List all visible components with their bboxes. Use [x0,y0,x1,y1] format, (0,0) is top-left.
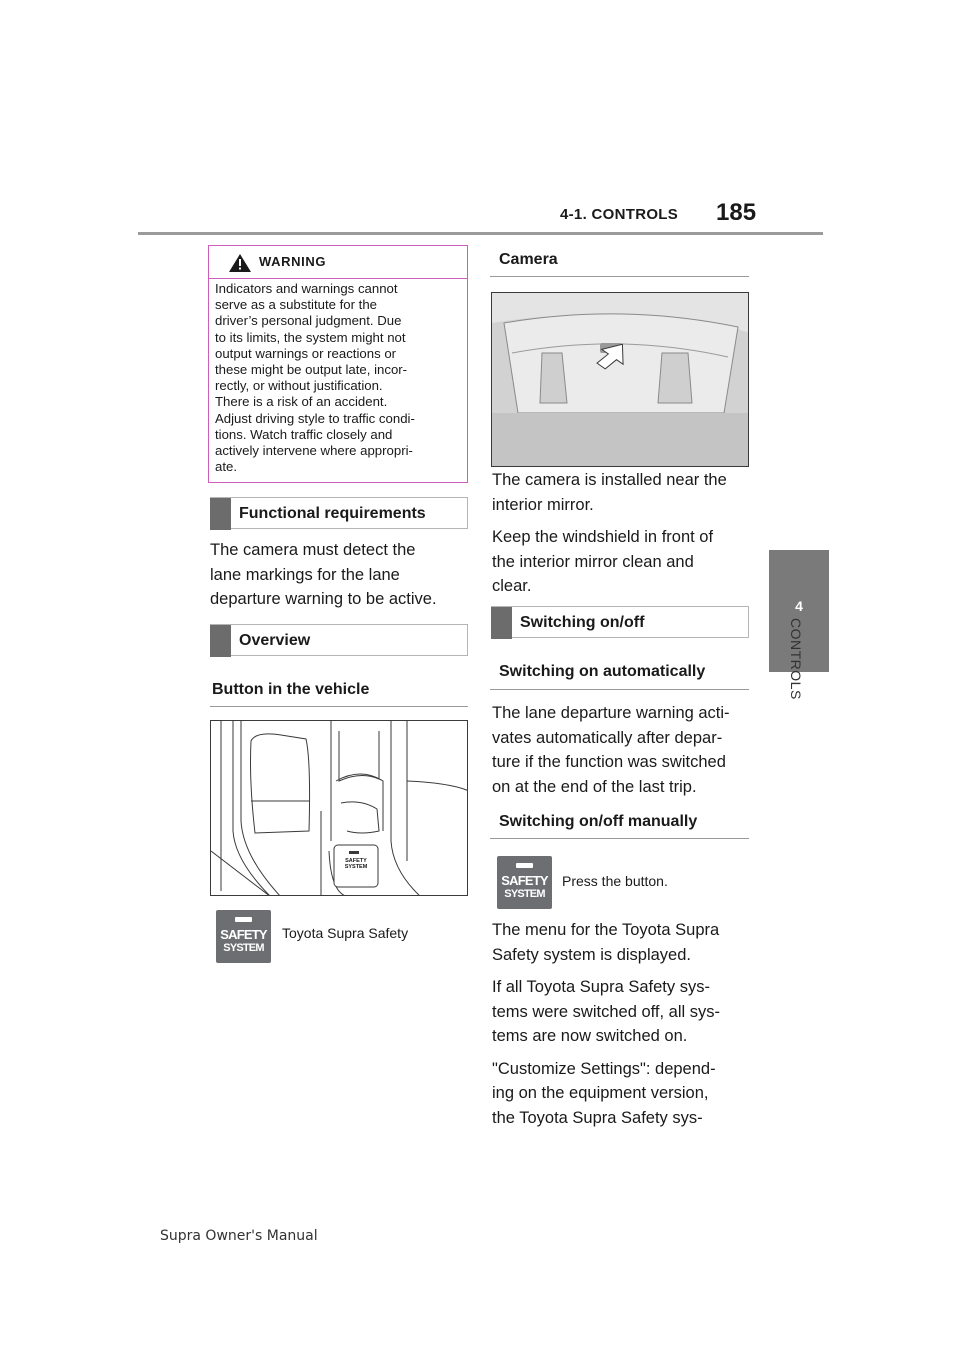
body-line: ture if the function was switched [492,753,726,771]
warning-line: rectly, or without justification. [215,378,383,394]
safety-system-button-icon [497,856,552,909]
body-line: If all Toyota Supra Safety sys- [492,978,710,996]
warning-title: WARNING [259,254,327,269]
body-line: the Toyota Supra Safety sys- [492,1108,703,1127]
footer-manual-title: Supra Owner's Manual [160,1228,318,1244]
warning-line: actively intervene where appropri- [215,443,413,459]
icon-caption: Toyota Supra Safety [282,925,409,941]
warning-line: Indicators and warnings cannot [215,281,398,296]
subheading-rule [490,276,749,277]
warning-line: to its limits, the system might not [215,329,406,345]
body-line: tems were switched off, all sys- [492,1002,721,1021]
console-button-line2: SYSTEM [344,864,368,870]
warning-line: driver’s personal judgment. Due [215,313,402,329]
body-line: on at the end of the last trip. [492,777,697,796]
icon-dash [516,863,533,868]
subheading-rule [490,838,749,839]
warning-box [208,245,468,483]
switching-title: Switching on/off [520,614,645,631]
chapter-label-text: CONTROLS [788,618,804,700]
body-line: Safety system is displayed. [492,945,691,964]
icon-dash [235,917,252,922]
camera-text [492,468,752,599]
icon-line2: SYSTEM [223,942,264,954]
body-line: "Customize Settings": depend- [492,1059,716,1078]
warning-line: serve as a substitute for the [215,297,377,313]
warning-line: tions. Watch traffic closely and [215,426,393,442]
header-rule [138,232,823,235]
warning-line: these might be output late, incor- [215,362,408,378]
body-line: departure warning to be active. [210,590,437,608]
warning-line: There is a risk of an accident. [215,394,388,410]
subheading-rule [210,706,468,707]
console-safety-button [334,858,378,870]
center-console-illustration [210,720,468,896]
functional-requirements-header [210,497,468,529]
section-title: 4-1. CONTROLS [560,206,679,223]
body-line: interior mirror. [492,495,594,514]
console-button-line1: SAFETY [345,858,367,864]
body-line: The camera is installed near the [492,471,727,489]
button-in-vehicle-title: Button in the vehicle [212,681,370,698]
icon-line1: SAFETY [220,927,267,942]
body-line: lane markings for the lane [210,565,400,584]
body-line: the interior mirror clean and [492,552,694,571]
section-bar [491,607,512,639]
warning-header [209,246,467,279]
warning-text [215,281,465,475]
switching-manual-text [492,918,754,1130]
warning-line: Adjust driving style to traffic condi- [215,410,415,426]
switching-header [491,606,749,638]
switching-auto-title: Switching on automatically [499,663,706,680]
functional-requirements-text [210,538,470,612]
warning-line: output warnings or reactions or [215,345,397,361]
icon-line2: SYSTEM [504,888,545,900]
body-line: The camera must detect the [210,541,416,559]
body-line: tems are now switched on. [492,1027,688,1045]
press-caption: Press the button. [562,873,668,889]
overview-title: Overview [239,632,311,649]
camera-location-illustration [491,292,749,467]
icon-line1: SAFETY [501,873,548,888]
functional-requirements-title: Functional requirements [239,505,426,522]
safety-system-icon [216,910,271,963]
warning-line: ate. [215,459,237,475]
section-bar [210,498,231,530]
body-line: vates automatically after depar- [492,728,723,747]
chapter-number: 4 [795,598,803,614]
body-line: Keep the windshield in front of [492,528,714,546]
switching-manual-title: Switching on/off manually [499,813,698,830]
section-bar [210,625,231,657]
warning-triangle-icon [229,254,251,272]
body-line: The menu for the Toyota Supra [492,921,720,939]
cabin-drawing [492,293,749,467]
subheading-rule [490,689,749,690]
body-line: The lane departure warning acti- [492,704,730,722]
body-line: clear. [492,577,532,595]
overview-header [210,624,468,656]
switching-auto-text [492,701,754,799]
body-line: ing on the equipment version, [492,1084,709,1102]
page-number: 185 [716,199,757,226]
camera-title: Camera [499,251,558,268]
